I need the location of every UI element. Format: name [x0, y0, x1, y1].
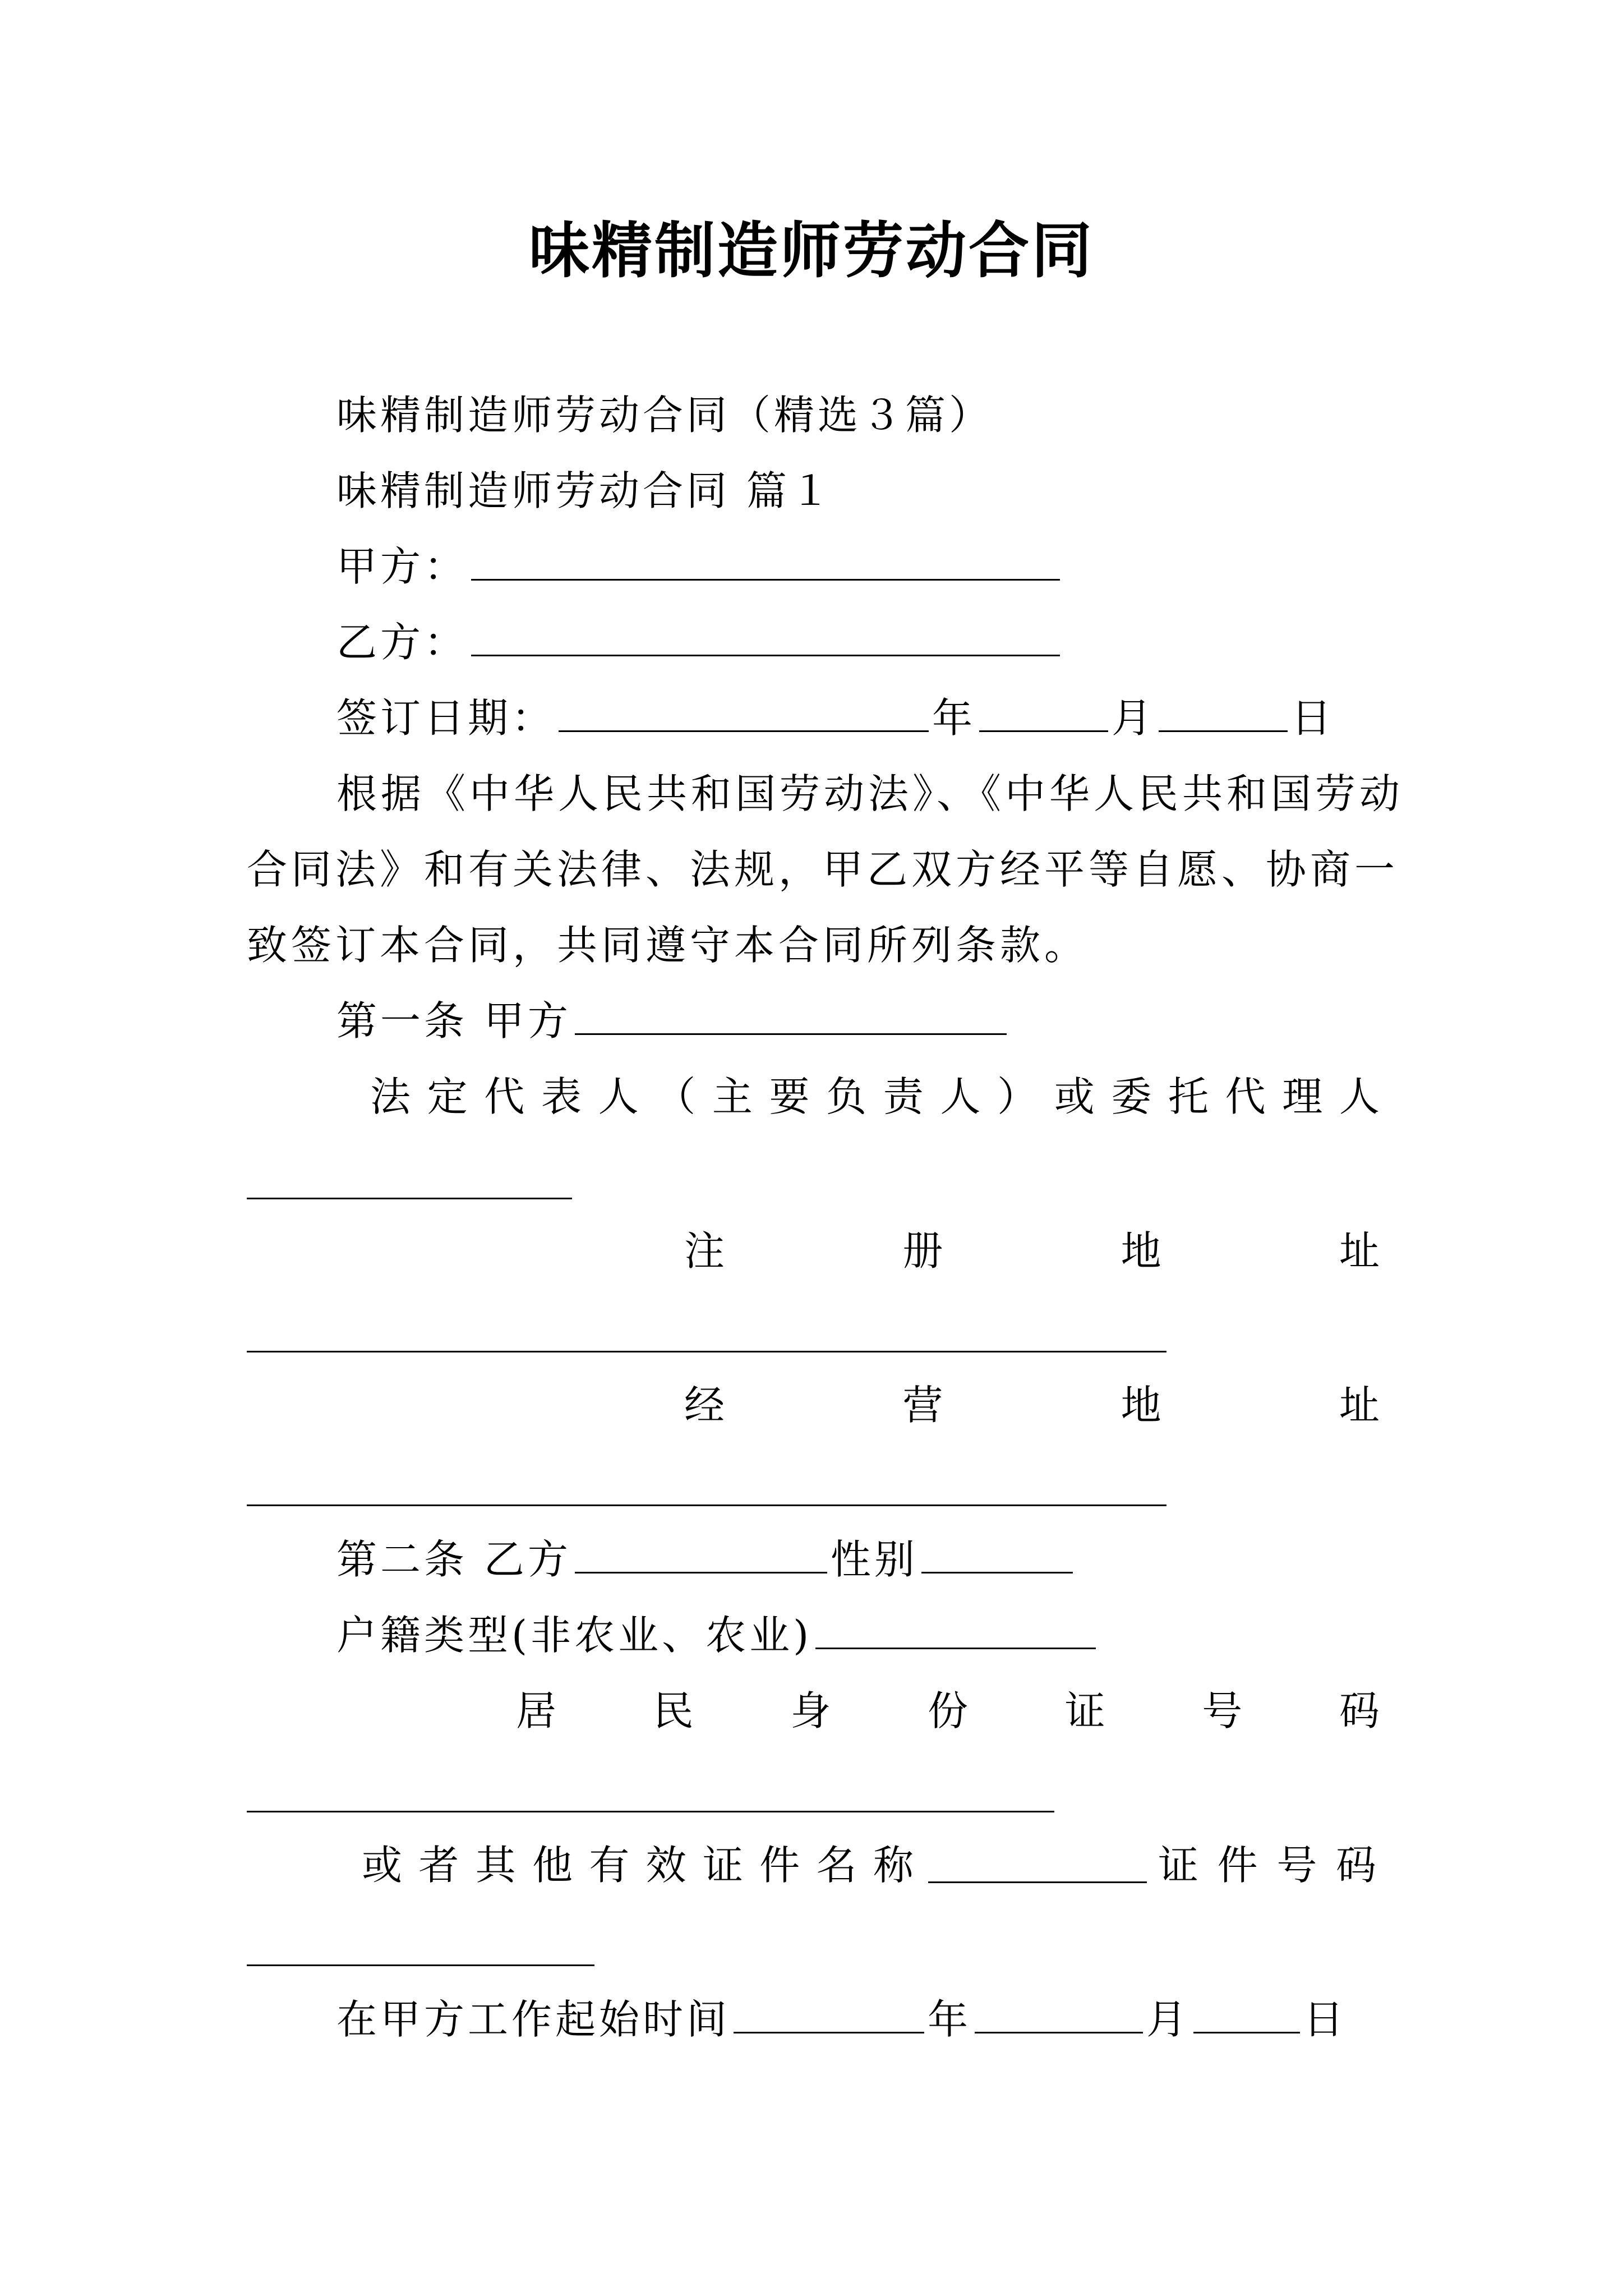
party-a-blank[interactable]	[471, 544, 1060, 581]
day-label: 日	[1291, 694, 1335, 742]
biz-address-char: 址	[1339, 1382, 1380, 1429]
legal-rep-char: 委	[1111, 1073, 1152, 1120]
legal-rep-char: 代	[484, 1073, 525, 1120]
reg-address-char: 注	[684, 1227, 725, 1274]
id-number-char: 码	[1339, 1687, 1380, 1734]
sign-year-blank[interactable]	[559, 696, 929, 732]
legal-rep-char: 负	[826, 1073, 867, 1120]
legal-rep-char: 主	[712, 1073, 753, 1120]
id-number-char: 民	[653, 1687, 694, 1734]
month-label: 月	[1112, 694, 1156, 742]
article-1-label: 第一条 甲方	[336, 997, 571, 1045]
start-day-label: 日	[1303, 1996, 1348, 2043]
biz-address-char: 营	[902, 1382, 943, 1429]
other-id-char: 他	[532, 1842, 576, 1889]
article-2-label: 第二条 乙方	[336, 1536, 571, 1583]
id-no-blank[interactable]	[247, 1964, 594, 1966]
document-title: 味精制造师劳动合同	[528, 216, 1094, 286]
start-time-label: 在甲方工作起始时间	[336, 1996, 731, 2043]
reg-address-char: 册	[902, 1227, 943, 1274]
id-number-label	[516, 1683, 1380, 1739]
part-heading: 味精制造师劳动合同 篇１	[336, 467, 834, 514]
other-id-name-blank[interactable]	[928, 1847, 1147, 1883]
id-number-char: 号	[1202, 1687, 1243, 1734]
other-id-char: 效	[645, 1842, 690, 1889]
household-blank[interactable]	[815, 1613, 1096, 1649]
legal-rep-char: 要	[769, 1073, 810, 1120]
intro-line-1: 根据《中华人民共和国劳动法》、《中华人民共和国劳动	[336, 770, 1404, 817]
start-month-label: 月	[1146, 1996, 1191, 2043]
legal-rep-char: ）	[997, 1073, 1038, 1120]
legal-rep-char: 托	[1168, 1073, 1209, 1120]
sign-date-label: 签订日期：	[336, 694, 556, 742]
year-label: 年	[932, 694, 976, 742]
article-2-row	[336, 1531, 1076, 1588]
household-label: 户籍类型(非农业、农业)	[336, 1612, 813, 1659]
party-a-label: 甲方：	[336, 543, 468, 590]
gender-blank[interactable]	[921, 1537, 1073, 1573]
reg-address-char: 地	[1121, 1227, 1161, 1274]
biz-address-label	[684, 1377, 1380, 1433]
other-id-char: 证	[702, 1842, 746, 1889]
biz-address-blank[interactable]	[247, 1504, 1166, 1506]
biz-address-char: 地	[1121, 1382, 1161, 1429]
reg-address-blank[interactable]	[247, 1351, 1166, 1352]
reg-address-label	[684, 1223, 1380, 1279]
intro-line-2: 合同法》和有关法律、法规，甲乙双方经平等自愿、协商一	[247, 846, 1399, 893]
household-row	[336, 1607, 1099, 1663]
id-no-char: 证	[1158, 1842, 1202, 1889]
legal-rep-char: 人	[1339, 1073, 1380, 1120]
id-no-char: 号	[1276, 1842, 1321, 1889]
legal-rep-char: 理	[1282, 1073, 1323, 1120]
party-a-row	[336, 539, 1063, 595]
sign-day-blank[interactable]	[1159, 696, 1288, 732]
other-id-char: 有	[589, 1842, 633, 1889]
legal-rep-char: 或	[1054, 1073, 1095, 1120]
id-no-label	[1158, 1837, 1380, 1893]
reg-address-char: 址	[1339, 1227, 1380, 1274]
other-id-char: 名	[816, 1842, 860, 1889]
start-time-row	[336, 1991, 1347, 2047]
id-no-char: 码	[1335, 1842, 1380, 1889]
legal-rep-char: 表	[541, 1073, 582, 1120]
id-number-char: 居	[516, 1687, 557, 1734]
gender-label: 性别	[830, 1536, 918, 1583]
legal-rep-char: 责	[883, 1073, 924, 1120]
other-id-char: 其	[475, 1842, 519, 1889]
legal-rep-char: 人	[598, 1073, 639, 1120]
id-number-blank[interactable]	[247, 1811, 1054, 1812]
id-no-char: 件	[1217, 1842, 1261, 1889]
other-id-char: 者	[418, 1842, 463, 1889]
sign-month-blank[interactable]	[979, 696, 1108, 732]
intro-line-3: 致签订本合同，共同遵守本合同所列条款。	[247, 922, 1089, 969]
party-a-name-blank[interactable]	[575, 999, 1007, 1035]
start-year-label: 年	[928, 1996, 972, 2043]
other-id-char: 或	[362, 1842, 406, 1889]
sign-date-row	[336, 690, 1335, 746]
other-id-label	[362, 1837, 917, 1893]
legal-rep-label	[370, 1069, 1380, 1125]
legal-rep-blank[interactable]	[247, 1198, 572, 1199]
biz-address-char: 经	[684, 1382, 725, 1429]
legal-rep-char: 人	[940, 1073, 981, 1120]
other-id-char: 件	[759, 1842, 804, 1889]
party-b-label: 乙方：	[336, 619, 468, 666]
legal-rep-char: 法	[370, 1073, 411, 1120]
id-number-char: 身	[790, 1687, 831, 1734]
start-day-blank[interactable]	[1193, 1997, 1300, 2033]
start-year-blank[interactable]	[734, 1997, 924, 2033]
other-id-row	[362, 1837, 1380, 1893]
id-number-char: 证	[1064, 1687, 1105, 1734]
party-b-blank[interactable]	[471, 620, 1060, 656]
legal-rep-char: 代	[1225, 1073, 1266, 1120]
other-id-char: 称	[873, 1842, 917, 1889]
start-month-blank[interactable]	[975, 1997, 1143, 2033]
id-number-char: 份	[927, 1687, 968, 1734]
party-b-row	[336, 614, 1063, 670]
legal-rep-char: （	[655, 1073, 696, 1120]
subtitle: 味精制造师劳动合同（精选３篇）	[336, 392, 993, 439]
legal-rep-char: 定	[427, 1073, 468, 1120]
party-b-name-blank[interactable]	[575, 1537, 827, 1573]
article-1-row	[336, 993, 1010, 1049]
